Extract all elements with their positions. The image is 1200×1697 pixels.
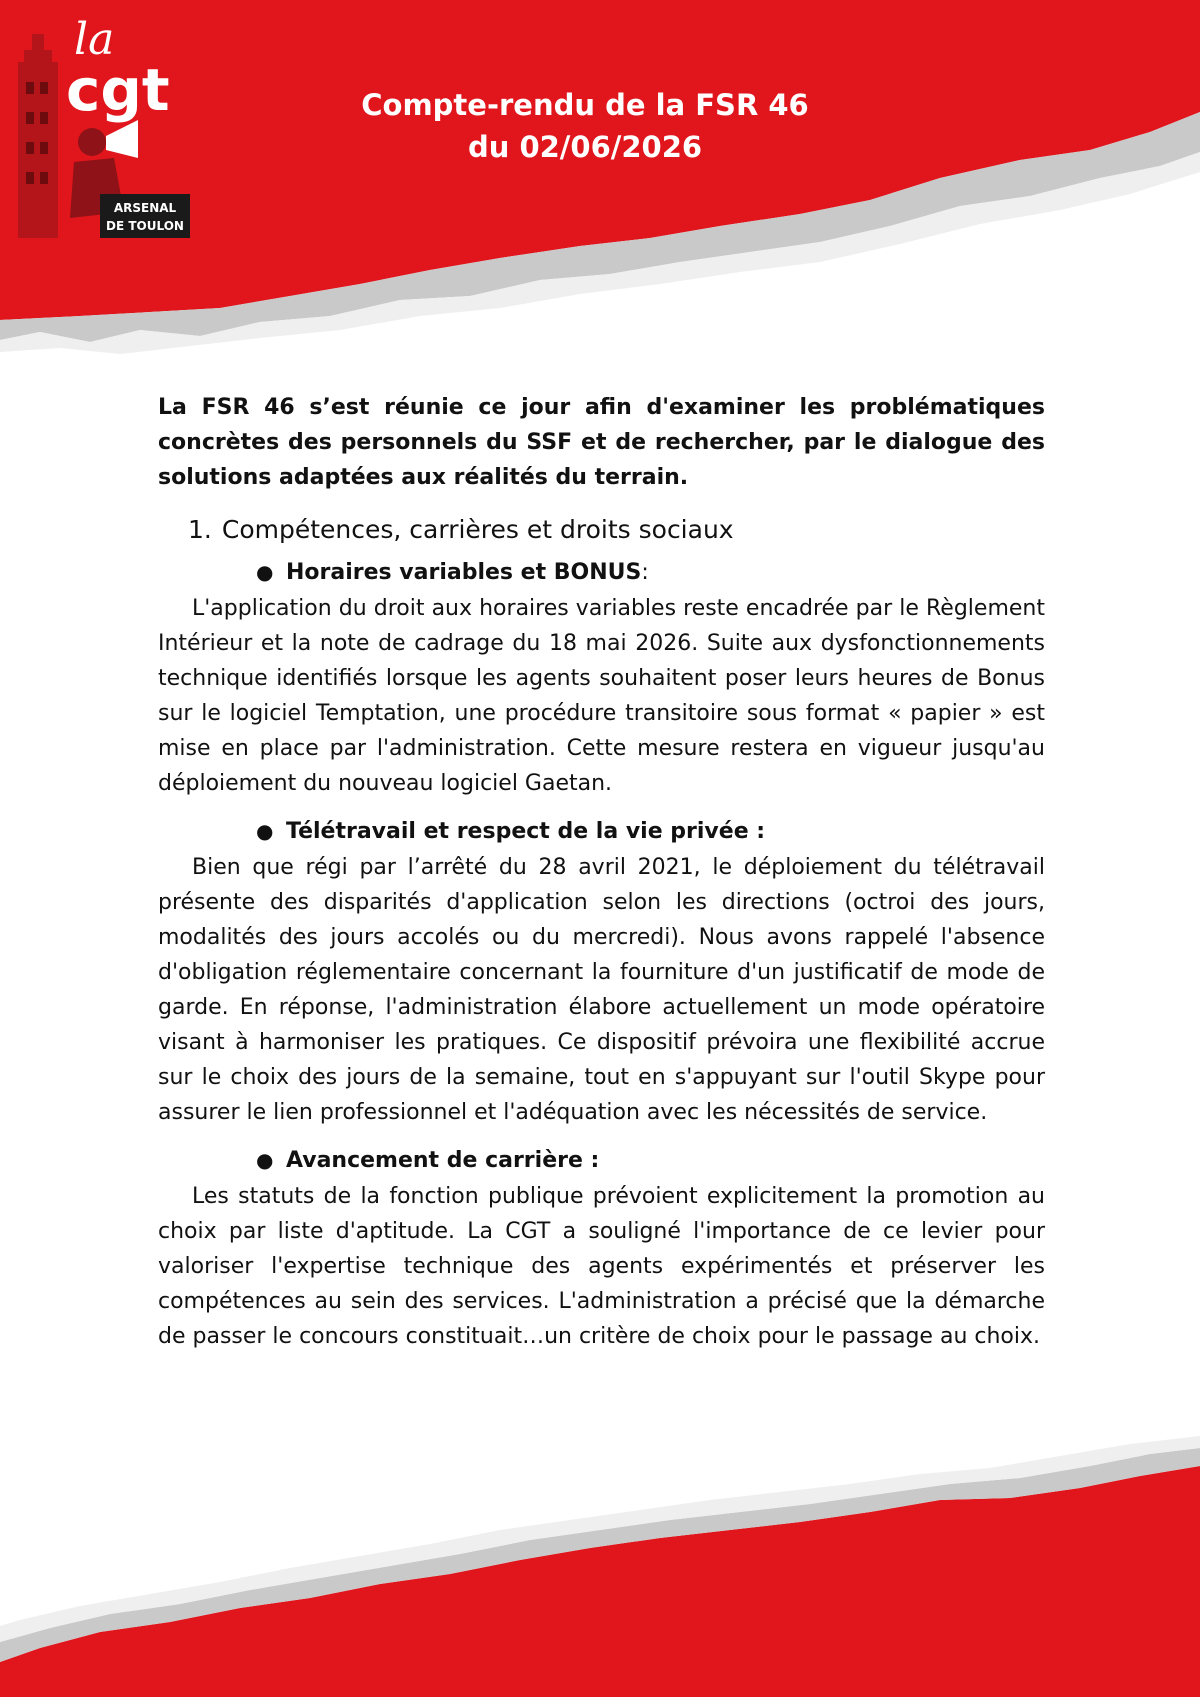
svg-text:ARSENAL: ARSENAL [113, 201, 177, 215]
subsection-suffix: : [641, 560, 649, 585]
paragraph-teletravail: Bien que régi par l’arrêté du 28 avril 2021, le déploiement du télétravail présente des disparités d'application selon les directions (octroi des jours, modalités des jours accolés ou du mercredi). Nous avons rappelé l'absence d'obligation réglementaire concernant la fourniture d'un justificatif de mode de garde. En réponse, l'administration élabore actuellement un mode opératoire visant à harmoniser les pratiques. Ce dispositif prévoira une flexibilité accrue sur le choix des jours de la semaine, tout en s'appuyant sur l'outil Skype pour assurer le lien professionnel et l'adéquation avec les nécessités de service. [158, 855, 1045, 1125]
section-number: 1. [188, 515, 212, 544]
section-heading [188, 515, 1045, 544]
subsection-heading-horaires [256, 556, 1045, 589]
paragraph-horaires: L'application du droit aux horaires variables reste encadrée par le Règlement Intérieur et la note de cadrage du 18 mai 2026. Suite aux dysfonctionnements technique identifiés lorsque les agents souhaitent poser leurs heures de Bonus sur le logiciel Temptation, une procédure transitoire sous format « papier » est mise en place par l'administration. Cette mesure restera en vigueur jusqu'au déploiement du nouveau logiciel Gaetan. [158, 596, 1045, 796]
section-title: Compétences, carrières et droits sociaux [221, 515, 734, 544]
bullet-icon: ● [256, 819, 274, 843]
svg-text:cgt: cgt [66, 56, 170, 124]
paragraph-avancement: Les statuts de la fonction publique prévoient explicitement la promotion au choix par liste d'aptitude. La CGT a souligné l'importance de ce levier pour valoriser l'expertise technique des agents expérimentés et préserver les compétences au sein des services. L'administration a précisé que la démarche de passer le concours constituait…un critère de choix pour le passage au choix. [158, 1184, 1045, 1349]
document-title [280, 84, 890, 168]
subsection-title: Horaires variables et BONUS [286, 560, 642, 585]
footer-red-band [0, 1466, 1200, 1697]
bullet-icon: ● [256, 1148, 274, 1172]
cgt-arsenal-toulon-logo [14, 12, 194, 244]
subsection-title: Avancement de carrière : [286, 1148, 600, 1173]
document-body [158, 390, 1045, 1368]
subsection-heading-teletravail [256, 815, 1045, 848]
subsection-heading-avancement [256, 1144, 1045, 1177]
title-line-2: du 02/06/2026 [467, 130, 703, 164]
svg-text:la: la [74, 14, 115, 65]
bullet-icon: ● [256, 560, 274, 584]
title-line-1: Compte-rendu de la FSR 46 [361, 88, 809, 122]
intro-paragraph: La FSR 46 s’est réunie ce jour afin d'examiner les problématiques concrètes des personnels du SSF et de rechercher, par le dialogue des solutions adaptées aux réalités du terrain. [158, 395, 1045, 490]
svg-text:DE TOULON: DE TOULON [106, 219, 184, 233]
subsection-title: Télétravail et respect de la vie privée : [286, 819, 766, 844]
